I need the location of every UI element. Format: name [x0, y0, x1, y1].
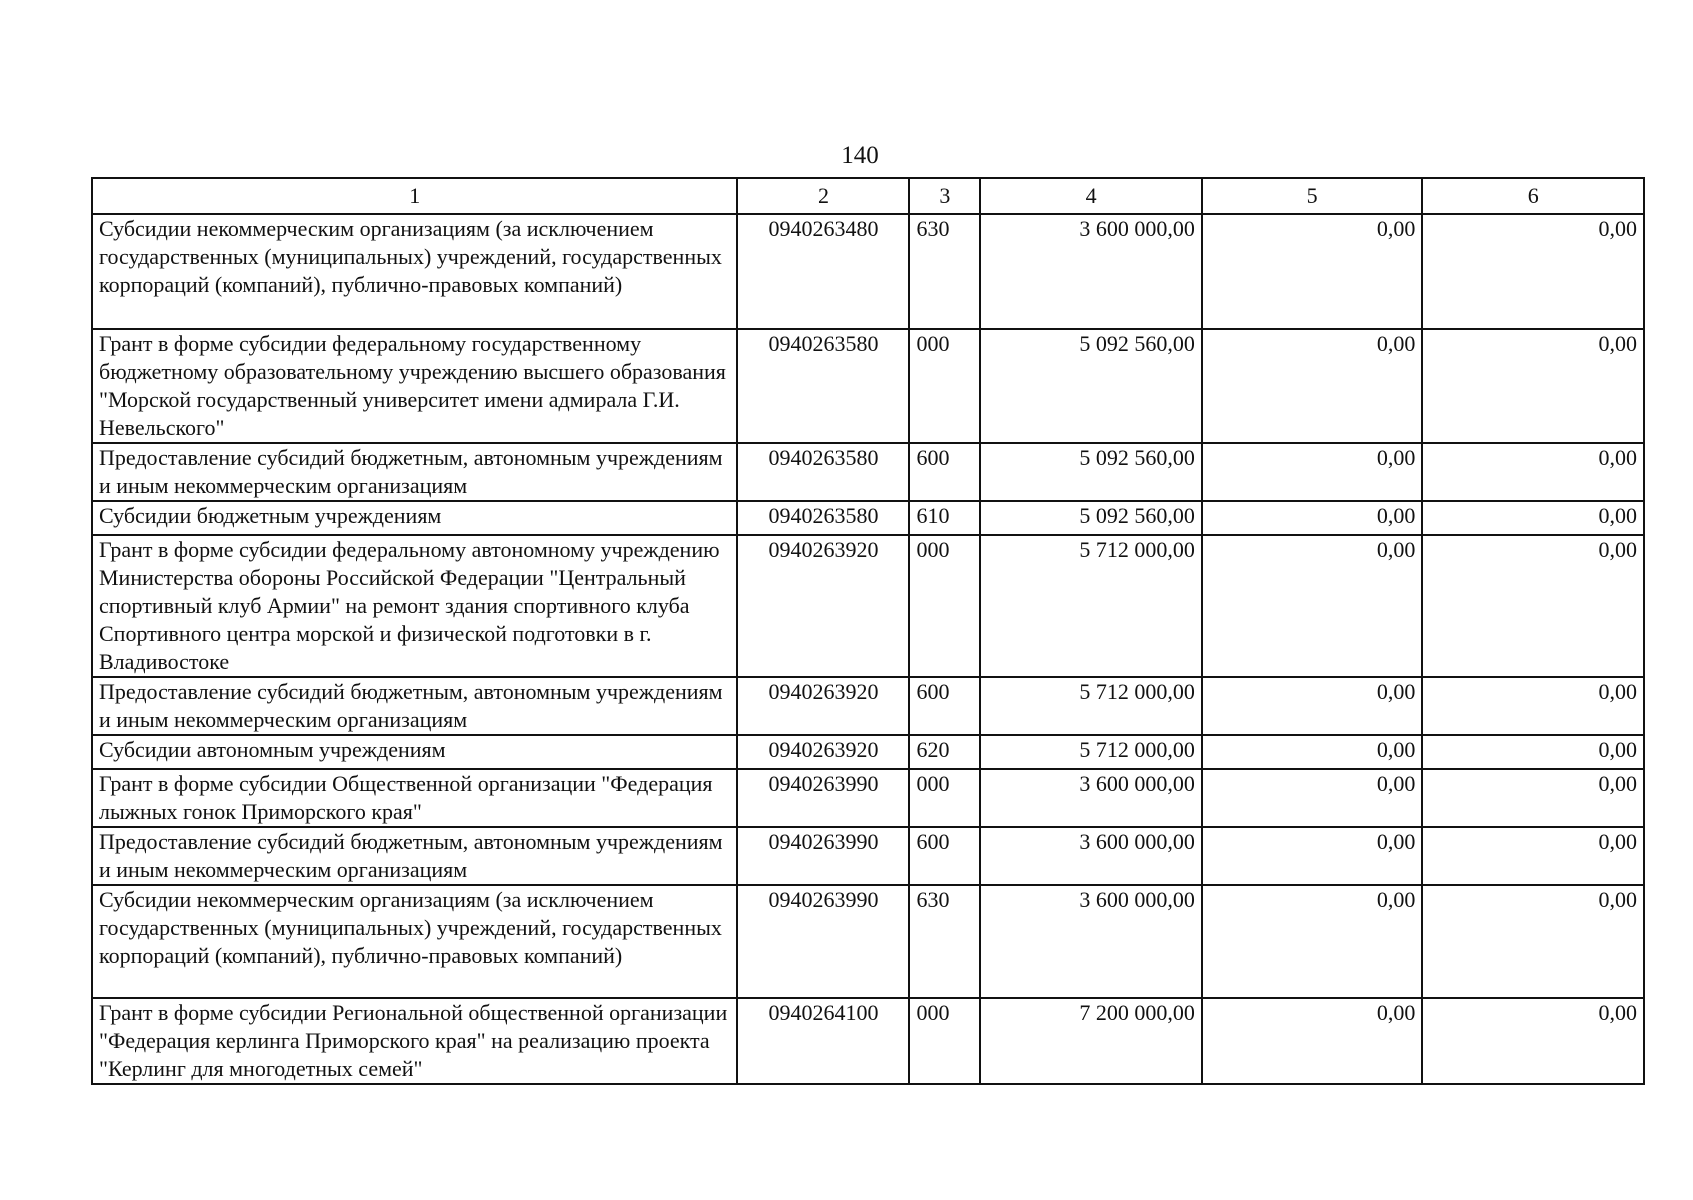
row-amount-col5-cell: 0,00 [1202, 735, 1423, 769]
row-code-cell: 0940263480 [737, 214, 909, 329]
row-amount-col4-cell: 5 712 000,00 [980, 677, 1202, 735]
row-name-cell: Субсидии бюджетным учреждениям [92, 501, 737, 535]
row-code-cell: 0940263580 [737, 501, 909, 535]
row-expense-type-cell: 000 [909, 535, 980, 677]
table-row [92, 735, 1644, 769]
row-code-cell: 0940263990 [737, 885, 909, 998]
table-row [92, 443, 1644, 501]
row-amount-col6-cell: 0,00 [1422, 735, 1644, 769]
row-code-cell: 0940263920 [737, 735, 909, 769]
row-name-cell: Грант в форме субсидии Региональной общественной организации "Федерация керлинга Приморского края" на реализацию проекта "Керлинг для многодетных семей" [92, 998, 737, 1084]
row-amount-col5-cell: 0,00 [1202, 998, 1423, 1084]
table-header-row [92, 178, 1644, 214]
row-amount-col6-cell: 0,00 [1422, 885, 1644, 998]
row-expense-type-cell: 000 [909, 769, 980, 827]
row-code-cell: 0940263920 [737, 535, 909, 677]
row-expense-type-cell: 630 [909, 885, 980, 998]
row-expense-type-cell: 600 [909, 677, 980, 735]
row-expense-type-cell: 620 [909, 735, 980, 769]
row-expense-type-cell: 610 [909, 501, 980, 535]
row-name-cell: Грант в форме субсидии Общественной организации "Федерация лыжных гонок Приморского края" [92, 769, 737, 827]
column-header-2: 2 [737, 178, 909, 214]
row-amount-col5-cell: 0,00 [1202, 769, 1423, 827]
table-row [92, 998, 1644, 1084]
column-header-1: 1 [92, 178, 737, 214]
row-name-cell: Грант в форме субсидии федеральному автономному учреждению Министерства обороны Российской Федерации "Центральный спортивный клуб Армии" на ремонт здания спортивного клуба Спортивного центра морской и физической подготовки в г. Владивостоке [92, 535, 737, 677]
row-amount-col4-cell: 3 600 000,00 [980, 214, 1202, 329]
row-code-cell: 0940263580 [737, 443, 909, 501]
table-row [92, 329, 1644, 443]
column-header-4: 4 [980, 178, 1202, 214]
column-header-6: 6 [1422, 178, 1644, 214]
row-name-cell: Предоставление субсидий бюджетным, автономным учреждениям и иным некоммерческим организациям [92, 827, 737, 885]
row-amount-col4-cell: 5 092 560,00 [980, 501, 1202, 535]
row-amount-col6-cell: 0,00 [1422, 443, 1644, 501]
column-header-5: 5 [1202, 178, 1423, 214]
row-amount-col5-cell: 0,00 [1202, 329, 1423, 443]
table-row [92, 827, 1644, 885]
row-amount-col4-cell: 3 600 000,00 [980, 885, 1202, 998]
row-name-cell: Предоставление субсидий бюджетным, автономным учреждениям и иным некоммерческим организациям [92, 443, 737, 501]
row-amount-col6-cell: 0,00 [1422, 677, 1644, 735]
row-amount-col5-cell: 0,00 [1202, 885, 1423, 998]
row-expense-type-cell: 600 [909, 827, 980, 885]
row-amount-col4-cell: 5 092 560,00 [980, 329, 1202, 443]
row-expense-type-cell: 000 [909, 329, 980, 443]
row-amount-col6-cell: 0,00 [1422, 535, 1644, 677]
row-expense-type-cell: 630 [909, 214, 980, 329]
table-row [92, 769, 1644, 827]
row-amount-col4-cell: 7 200 000,00 [980, 998, 1202, 1084]
row-code-cell: 0940263580 [737, 329, 909, 443]
row-amount-col5-cell: 0,00 [1202, 443, 1423, 501]
row-amount-col5-cell: 0,00 [1202, 535, 1423, 677]
table-body [92, 214, 1644, 1084]
row-amount-col6-cell: 0,00 [1422, 769, 1644, 827]
row-amount-col6-cell: 0,00 [1422, 214, 1644, 329]
row-expense-type-cell: 000 [909, 998, 980, 1084]
table-row [92, 214, 1644, 329]
row-code-cell: 0940263990 [737, 769, 909, 827]
table-row [92, 535, 1644, 677]
row-amount-col5-cell: 0,00 [1202, 214, 1423, 329]
table-row [92, 677, 1644, 735]
row-code-cell: 0940263990 [737, 827, 909, 885]
row-amount-col5-cell: 0,00 [1202, 827, 1423, 885]
row-name-cell: Предоставление субсидий бюджетным, автономным учреждениям и иным некоммерческим организациям [92, 677, 737, 735]
row-amount-col6-cell: 0,00 [1422, 998, 1644, 1084]
row-amount-col4-cell: 5 712 000,00 [980, 535, 1202, 677]
row-code-cell: 0940263920 [737, 677, 909, 735]
row-code-cell: 0940264100 [737, 998, 909, 1084]
row-name-cell: Субсидии автономным учреждениям [92, 735, 737, 769]
row-amount-col6-cell: 0,00 [1422, 329, 1644, 443]
row-expense-type-cell: 600 [909, 443, 980, 501]
budget-table [91, 177, 1645, 1085]
table-row [92, 501, 1644, 535]
page-number: 140 [841, 142, 879, 169]
row-amount-col6-cell: 0,00 [1422, 501, 1644, 535]
row-amount-col4-cell: 5 092 560,00 [980, 443, 1202, 501]
row-amount-col4-cell: 5 712 000,00 [980, 735, 1202, 769]
table-row [92, 885, 1644, 998]
row-amount-col4-cell: 3 600 000,00 [980, 769, 1202, 827]
row-name-cell: Грант в форме субсидии федеральному государственному бюджетному образовательному учреждению высшего образования "Морской государственный университет имени адмирала Г.И. Невельского" [92, 329, 737, 443]
row-amount-col6-cell: 0,00 [1422, 827, 1644, 885]
row-name-cell: Субсидии некоммерческим организациям (за исключением государственных (муниципальных) учреждений, государственных корпораций (компаний), публично-правовых компаний) [92, 214, 737, 329]
row-amount-col4-cell: 3 600 000,00 [980, 827, 1202, 885]
row-name-cell: Субсидии некоммерческим организациям (за исключением государственных (муниципальных) учреждений, государственных корпораций (компаний), публично-правовых компаний) [92, 885, 737, 998]
column-header-3: 3 [909, 178, 980, 214]
row-amount-col5-cell: 0,00 [1202, 677, 1423, 735]
row-amount-col5-cell: 0,00 [1202, 501, 1423, 535]
